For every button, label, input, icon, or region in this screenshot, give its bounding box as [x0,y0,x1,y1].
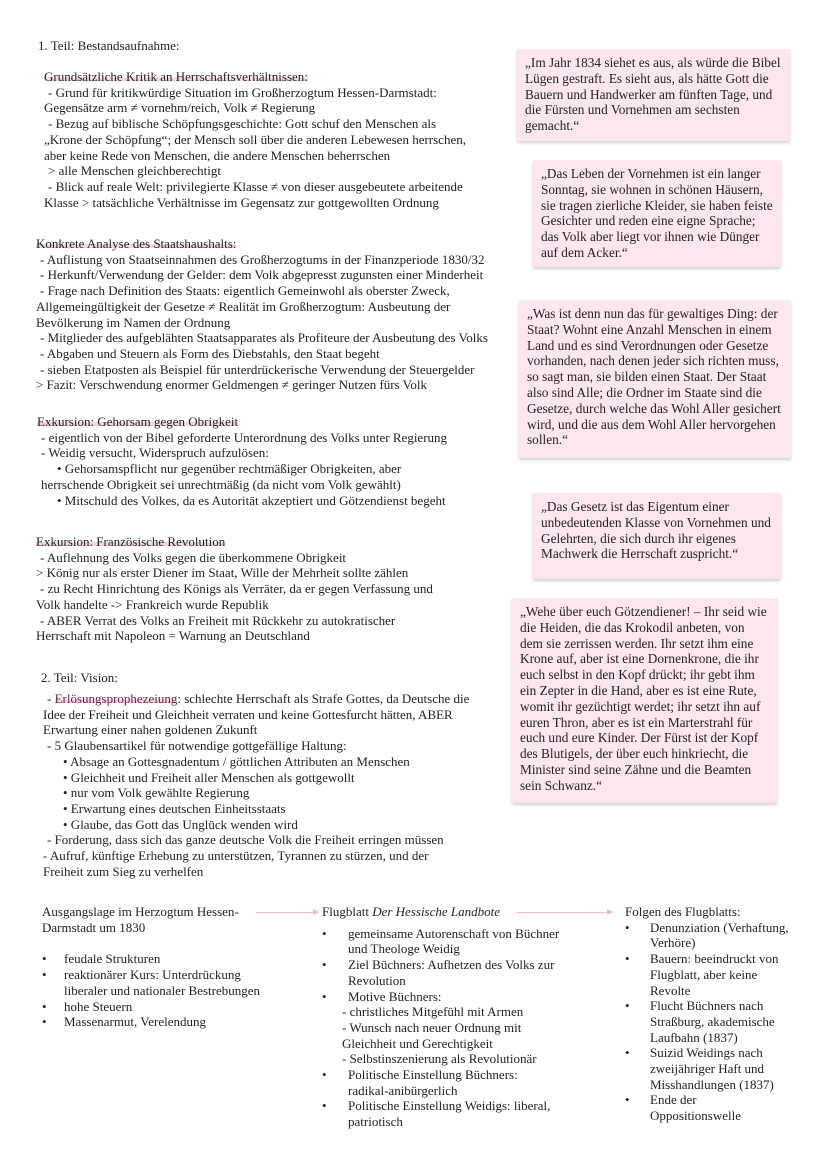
quote-box: „Im Jahr 1834 siehet es aus, als würde die Bibel Lügen gestraft. Es sieht aus, als hätte Gott die Bauern und Handwerker am fünften Tage, und die Fürsten und Vornehmen am sechsten gemacht.“ [517,49,790,141]
list-item: • Flucht Büchners nach Straßburg, akademische Laufbahn (1837) [625,998,795,1045]
list-item: • Denunziation (Verhaftung, Verhöre) [625,920,795,951]
text-line: Volk handelte -> Frankreich wurde Republik [36,596,269,612]
motive-line: - Wunsch nach neuer Ordnung mit Gleichheit und Gerechtigkeit [342,1019,522,1051]
text-line: - Auflehnung des Volks gegen die überkommene Obrigkeit [40,549,347,565]
list-item: • Politische Einstellung Weidigs: liberal, patriotisch [322,1098,568,1129]
text-line: : schlechte Herrschaft als Strafe Gottes, da Deutsche die [177,691,470,706]
list-item: • hohe Steuern [42,999,272,1015]
text-line: herrschende Obrigkeit sei unrechtmäßig (da nicht vom Volk gewählt) [41,476,401,492]
section-vision: - Erlösungsprophezeiung: schlechte Herrschaft als Strafe Gottes, da Deutsche die Idee der Freiheit und Gleichheit verraten und keine Gottesfurcht hätten, ABER Erwartung einer nahen goldenen Zukunft - 5 Glaubensartikel für notwendige gottgefällige Haltung: • Absage an Gottesgnadentum / göttlichen Attributen an Menschen • Gleichheit und Freiheit aller Menschen als gottgewollt • nur vom Volk gewählte Regierung • Erwartung eines deutschen Einheitsstaats • Glaube, das Gott das Unglück wenden wird - Forderung, dass sich das ganze deutsche Volk die Freiheit erringen müssen - Aufruf, künftige Erhebung zu unterstützen, Tyrannen zu stürzen, und der Freiheit zum Sieg zu verhelfen [43,691,513,879]
text-line: Freiheit zum Sieg zu verhelfen [43,863,204,879]
prophecy-term: Erlösungsprophezeiung [54,691,178,706]
section-heading: Konkrete Analyse des Staatshaushalts: [36,236,237,251]
list-item: • Ende der Oppositionswelle [625,1092,750,1123]
part1-title: 1. Teil: Bestandsaufnahme: [38,38,180,53]
article-item: • Gleichheit und Freiheit aller Menschen als gottgewollt [63,769,355,785]
text-line: - zu Recht Hinrichtung des Königs als Verräter, da er gegen Verfassung und [40,581,433,597]
arrow-right-icon [256,912,318,913]
flow-col-situation [42,904,272,1030]
list-item: • reaktionärer Kurs: Unterdrückung liberaler und nationaler Bestrebungen [42,967,272,998]
section-obedience [37,414,517,508]
quote-box: „Das Gesetz ist das Eigentum einer unbedeutenden Klasse von Vornehmen und Gelehrten, die sich durch ihr eigenes Machwerk die Herrschaft zuspricht.“ [533,493,781,579]
text-line: - Mitglieder des aufgeblähten Staatsapparates als Profiteure der Ausbeutung des Volks [40,330,488,346]
motive-line: - Selbstinszenierung als Revolutionär [342,1051,537,1067]
text-line: - sieben Etatposten als Beispiel für unterdrückerische Verwendung der Steuergelder [40,361,475,377]
text-line: > Fazit: Verschwendung enormer Geldmengen ≠ geringer Nutzen fürs Volk [36,377,428,393]
list-item: • Massenarmut, Verelendung [42,1014,272,1030]
text-line: - Abgaben und Steuern als Form des Diebstahls, den Staat begeht [40,345,380,361]
text-line: - Grund für kritikwürdige Situation im Großherzogtum Hessen-Darmstadt: [48,84,437,100]
flow-title: Folgen des Flugblatts: [625,904,741,919]
text-line: - 5 Glaubensartikel für notwendige gottgefällige Haltung: [47,738,347,754]
text-line: Bevölkerung im Namen der Ordnung [36,314,231,330]
section-budget [36,236,516,393]
text-line: - Aufruf, künftige Erhebung zu unterstützen, Tyrannen zu stürzen, und der [43,848,429,864]
text-line: - eigentlich von der Bibel geforderte Unterordnung des Volks unter Regierung [41,429,448,445]
part2-title: 2. Teil: Vision: [41,670,118,685]
motive-line: - christliches Mitgefühl mit Armen [342,1004,524,1020]
arrow-right-icon [516,912,612,913]
text-line: Allgemeingültigkeit der Gesetze ≠ Realität im Großherzogtum: Ausbeutung der [36,298,451,314]
text-line: - Blick auf reale Welt: privilegierte Klasse ≠ von dieser ausgebeutete arbeitende [48,178,463,194]
text-line: > König nur als erster Diener im Staat, Wille der Mehrheit sollte zählen [36,565,409,581]
quote-box: „Wehe über euch Götzendiener! – Ihr seid wie die Heiden, die das Krokodil anbeten, von dem sie zerrissen werden. Ihr setzt ihm eine Krone auf, aber ist eine Dornenkrone, die ihr euch selbst in den Kopf drückt; ihr gebt ihm ein Zepter in die Hand, aber es ist eine Rute, womit ihr gezüchtigt werdet; ihr setzt ihn auf euren Thron, aber es ist ein Marterstrahl für euch und eure Kinder. Der Fürst ist der Kopf des Blutigels, der über euch hinkriecht, die Minister sind seine Zähne und die Beamten sein Schwanz.“ [512,598,777,803]
text-line: • Mitschuld des Volkes, da es Autorität akzeptiert und Götzendienst begeht [57,492,446,508]
section-critique [44,69,514,210]
list-item: • feudale Strukturen [42,951,272,967]
text-line: Gegensätze arm ≠ vornehm/reich, Volk ≠ Regierung [44,100,316,116]
flow-col-consequences [625,904,795,1124]
text-line: Herrschaft mit Napoleon = Warnung an Deutschland [36,628,310,644]
list-item: • Bauern: beeindruckt von Flugblatt, aber keine Revolte [625,951,795,998]
section-heading: Grundsätzliche Kritik an Herrschaftsverhältnissen: [44,69,308,84]
text-line: - Forderung, dass sich das ganze deutsche Volk die Freiheit erringen müssen [47,832,444,848]
section-revolution [36,534,516,644]
section-heading: Exkursion: Französische Revolution [36,534,226,549]
text-line: - Auflistung von Staatseinnahmen des Großherzogtums in der Finanzperiode 1830/32 [40,251,485,267]
quote-box: „Das Leben der Vornehmen ist ein langer Sonntag, sie wohnen in schönen Häusern, sie tragen zierliche Kleider, sie haben feiste Gesichter und reden eine eigne Sprache; das Volk aber liegt vor ihnen wie Dünger auf dem Acker.“ [533,160,781,267]
text-line: Idee der Freiheit und Gleichheit verraten und keine Gottesfurcht hätten, ABER [43,706,453,722]
quote-box: „Was ist denn nun das für gewaltiges Ding: der Staat? Wohnt eine Anzahl Menschen in einem Land und es sind Verordnungen oder Gesetze vorhanden, nach denen jeder sich richten muss, so sagt man, sie bilden einen Staat. Der Staat also sind Alle; die Ordner im Staate sind die Gesetze, durch welche das Wohl Aller gesichert wird, und die aus dem Wohl Aller hervorgehen sollen.“ [519,300,791,458]
flow-title: Ausgangslage im Herzogtum Hessen-Darmstadt um 1830 [42,904,239,935]
text-line: - Weidig versucht, Widerspruch aufzulösen: [41,445,269,461]
text-line: > alle Menschen gleichberechtigt [48,163,222,179]
section-heading: Exkursion: Gehorsam gegen Obrigkeit [37,414,239,429]
text-line: - Bezug auf biblische Schöpfungsgeschichte: Gott schuf den Menschen als [48,116,437,132]
list-item: • gemeinsame Autorenschaft von Büchner und Theologe Weidig [322,926,568,957]
article-item: • Absage an Gottesgnadentum / göttlichen Attributen an Menschen [63,753,410,769]
list-item: • Ziel Büchners: Aufhetzen des Volks zur Revolution [322,957,568,988]
text-line: - ABER Verrat des Volks an Freiheit mit Rückkehr zu autokratischer [40,612,396,628]
text-line: Klasse > tatsächliche Verhältnisse im Gegensatz zur gottgewollten Ordnung [44,194,439,210]
text-line: „Krone der Schöpfung“; der Mensch soll über die anderen Lebewesen herrschen, [44,131,466,147]
text-line: Erwartung einer nahen goldenen Zukunft [43,722,258,738]
article-item: • nur vom Volk gewählte Regierung [63,785,250,801]
article-item: • Glaube, das Gott das Unglück wenden wird [63,816,298,832]
article-item: • Erwartung eines deutschen Einheitsstaats [63,800,286,816]
list-item: • Politische Einstellung Büchners: radikal-anibürgerlich [322,1067,548,1098]
list-item: • Suizid Weidings nach zweijähriger Haft und Misshandlungen (1837) [625,1045,795,1092]
flow-title: Flugblatt Der Hessische Landbote [322,904,501,919]
flow-col-pamphlet [322,904,582,1130]
list-item: • Motive Büchners: [322,989,582,1005]
text-line: - Herkunft/Verwendung der Gelder: dem Volk abgepresst zugunsten einer Minderheit [40,267,484,283]
text-line: - Frage nach Definition des Staats: eigentlich Gemeinwohl als oberster Zweck, [40,283,450,299]
text-line: aber keine Rede von Menschen, die andere Menschen beherrschen [44,147,391,163]
text-line: • Gehorsamspflicht nur gegenüber rechtmäßiger Obrigkeiten, aber [57,461,402,477]
